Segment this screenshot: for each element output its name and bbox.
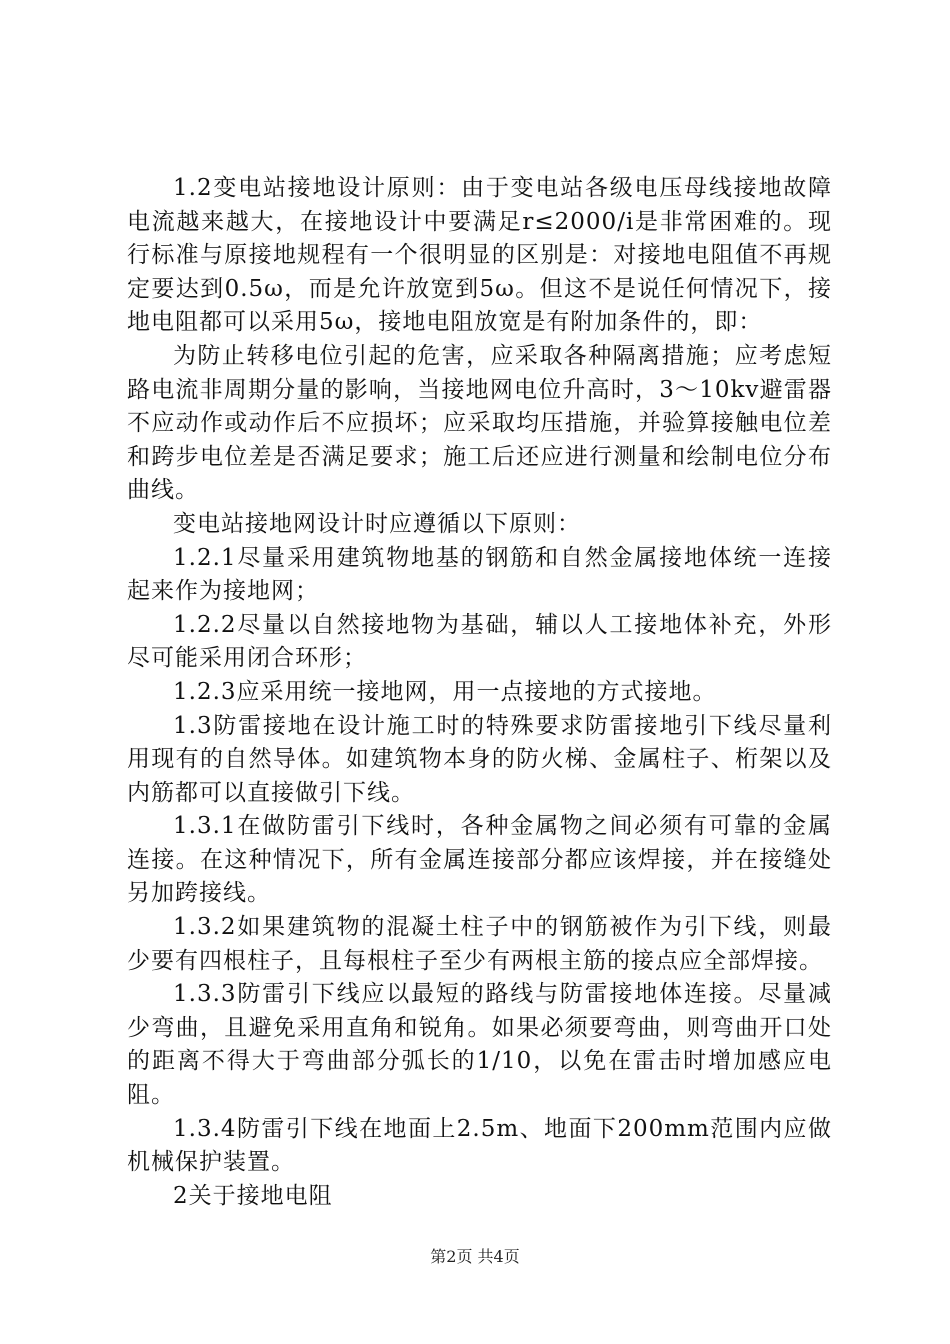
paragraph-1-3-1: 1.3.1在做防雷引下线时，各种金属物之间必须有可靠的金属连接。在这种情况下，所有金属连接部分都应该焊接，并在接缝处另加跨接线。 [127,813,832,907]
paragraph-1-3-4: 1.3.4防雷引下线在地面上2.5m、地面下200mm范围内应做机械保护装置。 [127,1115,832,1176]
section-heading-grounding-resistance: 2关于接地电阻 [173,1182,333,1209]
document-body [127,172,832,1213]
paragraph-1-3-2: 1.3.2如果建筑物的混凝土柱子中的钢筋被作为引下线，则最少要有四根柱子，且每根柱子至少有两根主筋的接点应全部焊接。 [127,914,832,974]
paragraph-1-2-1: 1.2.1尽量采用建筑物地基的钢筋和自然金属接地体统一连接起来作为接地网； [127,544,832,605]
paragraph-1-3-3: 1.3.3防雷引下线应以最短的路线与防雷接地体连接。尽量减少弯曲，且避免采用直角和锐角。如果必须要弯曲，则弯曲开口处的距离不得大于弯曲部分弧长的1/10，以免在雷击时增加感应电阻。 [127,981,832,1109]
paragraph-additional-conditions: 为防止转移电位引起的危害，应采取各种隔离措施；应考虑短路电流非周期分量的影响，当接地网电位升高时，3～10kv避雷器不应动作或动作后不应损坏；应采取均压措施，并验算接触电位差和跨步电位差是否满足要求；施工后还应进行测量和绘制电位分布曲线。 [127,342,832,504]
page-number-footer: 第2页 共4页 [430,1247,520,1266]
paragraph-1-2-2: 1.2.2尽量以自然接地物为基础，辅以人工接地体补充，外形尽可能采用闭合环形； [127,611,832,672]
paragraph-1-3: 1.3防雷接地在设计施工时的特殊要求防雷接地引下线尽量利用现有的自然导体。如建筑物本身的防火梯、金属柱子、桁架以及内筋都可以直接做引下线。 [127,712,832,806]
paragraph-1-2-3: 1.2.3应采用统一接地网，用一点接地的方式接地。 [173,678,717,705]
paragraph-grounding-design-principle: 1.2变电站接地设计原则：由于变电站各级电压母线接地故障电流越来越大，在接地设计中要满足r≤2000/i是非常困难的。现行标准与原接地规程有一个很明显的区别是：对接地电阻值不再规定要达到0.5ω，而是允许放宽到5ω。但这不是说任何情况下，接地电阻都可以采用5ω，接地电阻放宽是有附加条件的，即： [127,175,832,336]
paragraph-grid-design-intro: 变电站接地网设计时应遵循以下原则： [173,510,581,537]
